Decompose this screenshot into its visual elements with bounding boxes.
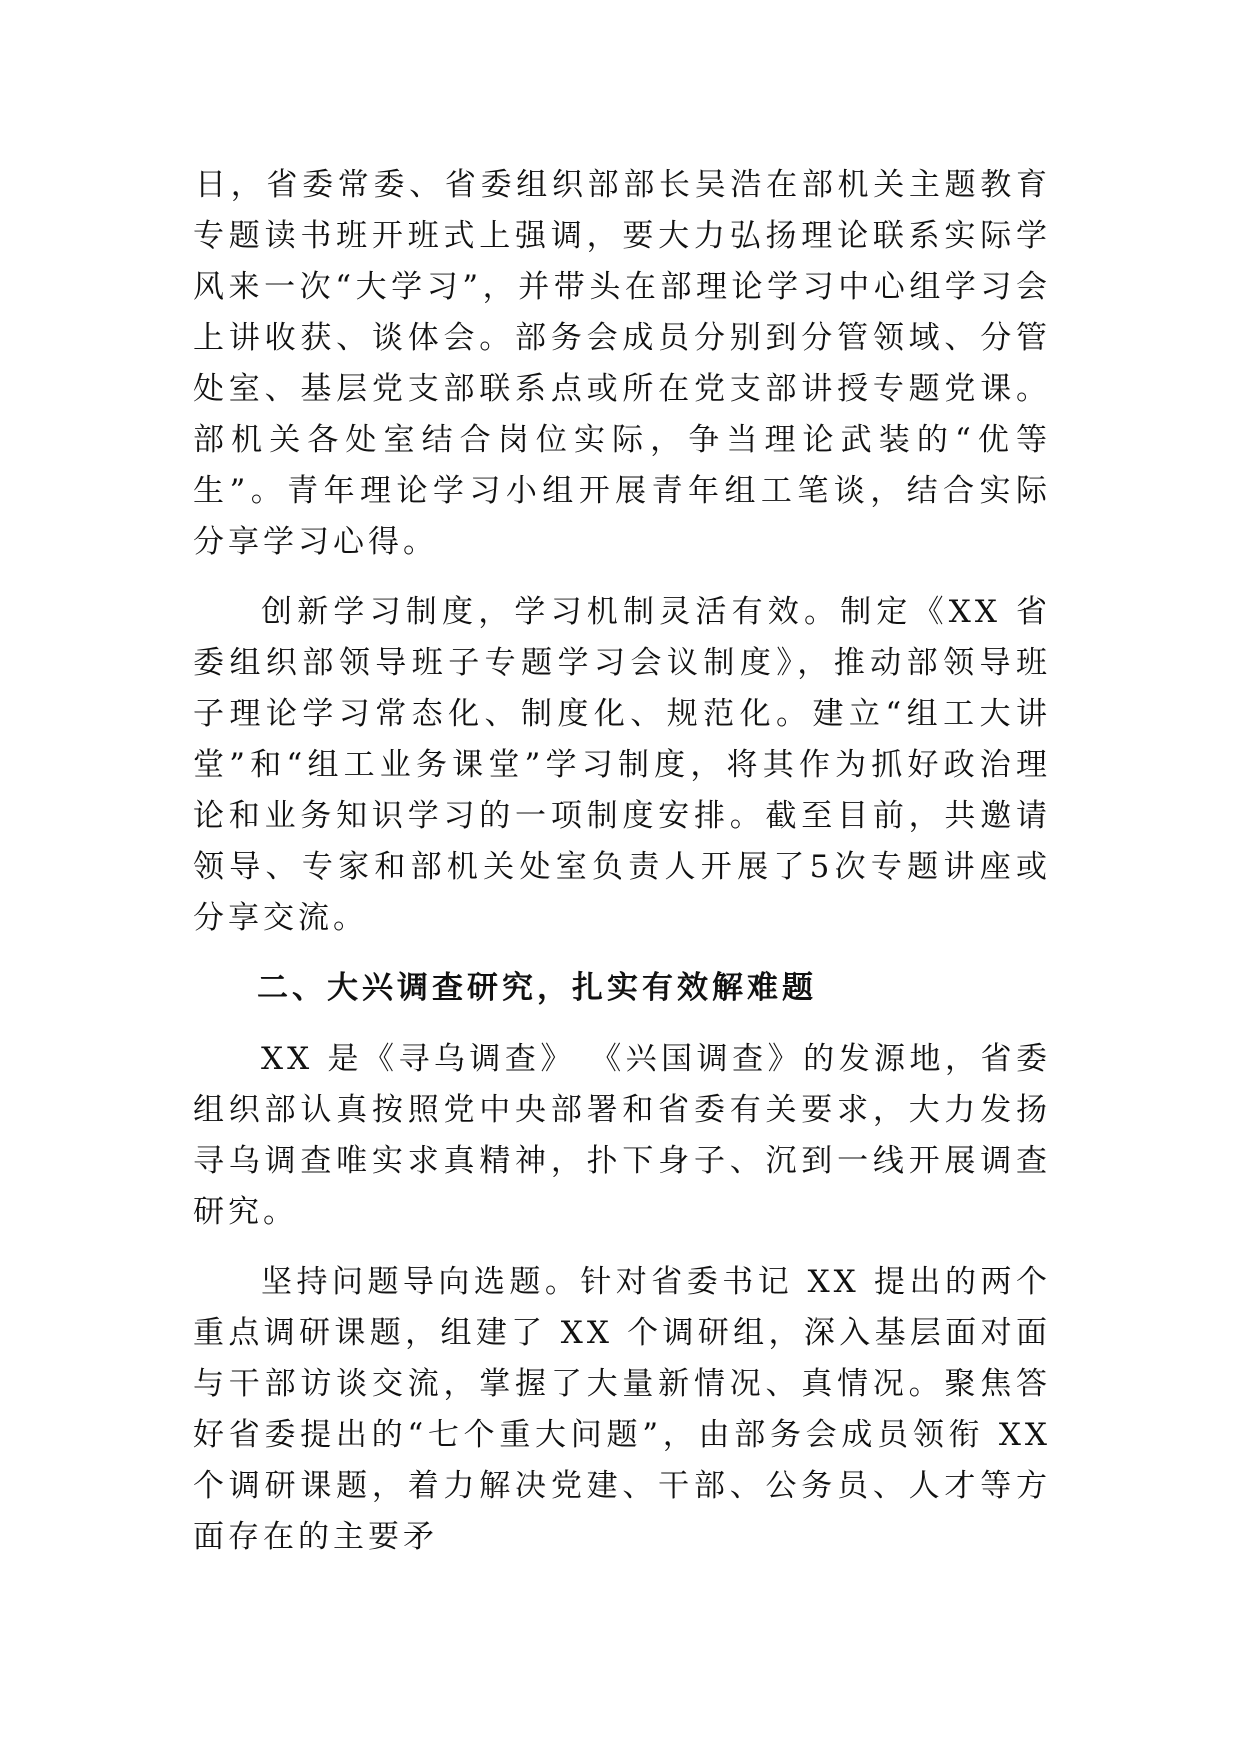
paragraph-1: 日，省委常委、省委组织部部长吴浩在部机关主题教育专题读书班开班式上强调，要大力弘扬理论联系实际学风来一次“大学习”，并带头在部理论学习中心组学习会上讲收获、谈体会。部务会成员分别到分管领域、分管处室、基层党支部联系点或所在党支部讲授专题党课。部机关各处室结合岗位实际，争当理论武装的“优等生”。青年理论学习小组开展青年组工笔谈，结合实际分享学习心得。: [193, 167, 1051, 560]
paragraph-4: 坚持问题导向选题。针对省委书记 XX 提出的两个重点调研课题，组建了 XX 个调研组，深入基层面对面与干部访谈交流，掌握了大量新情况、真情况。聚焦答好省委提出的“七个重大问题”，由部务会成员领衔 XX 个调研课题，着力解决党建、干部、公务员、人才等方面存在的主要矛: [193, 1264, 1051, 1555]
section-heading: 二、大兴调查研究，扎实有效解难题: [257, 970, 817, 1006]
paragraph-3: XX 是《寻乌调查》 《兴国调查》的发源地，省委组织部认真按照党中央部署和省委有关要求，大力发扬寻乌调查唯实求真精神，扑下身子、沉到一线开展调查研究。: [193, 1041, 1051, 1230]
document-body: [193, 160, 1051, 1582]
paragraph-2: 创新学习制度，学习机制灵活有效。制定《XX 省委组织部领导班子专题学习会议制度》，推动部领导班子理论学习常态化、制度化、规范化。建立“组工大讲堂”和“组工业务课堂”学习制度，将其作为抓好政治理论和业务知识学习的一项制度安排。截至目前，共邀请领导、专家和部机关处室负责人开展了5次专题讲座或分享交流。: [193, 594, 1051, 936]
